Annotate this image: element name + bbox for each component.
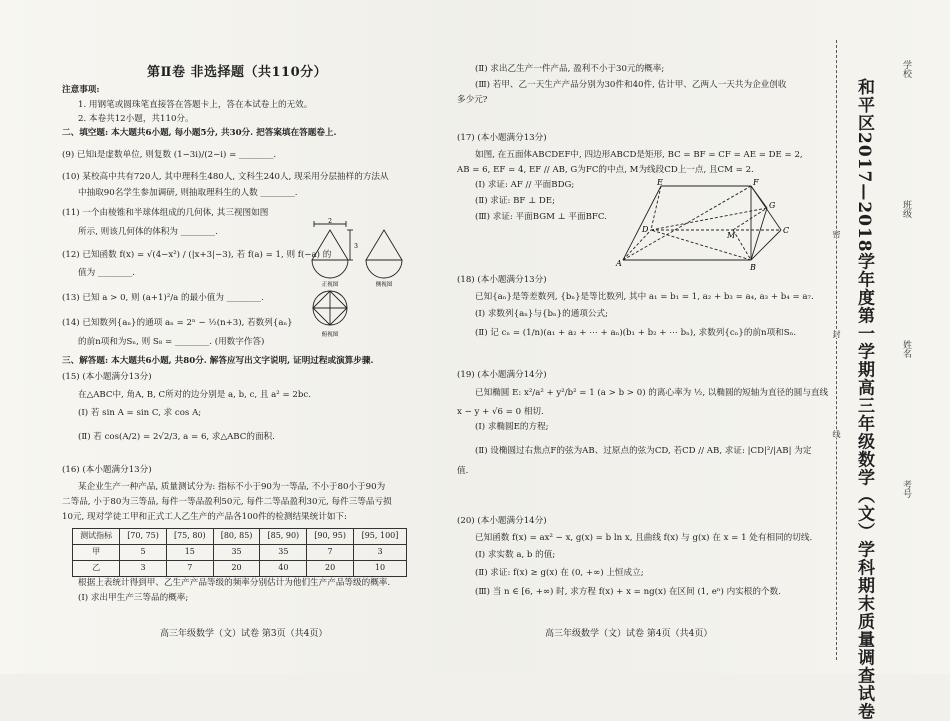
side-view-label: 侧视图	[375, 282, 393, 288]
question-19-cont: x − y + √6 = 0 相切.	[457, 407, 544, 417]
question-16: 某企业生产一种产品, 质量测试分为: 指标不小于90为一等品, 不小于80小于90为	[78, 482, 386, 492]
question-11: (11) 一个由棱锥和半球体组成的几何体, 其三视图如图	[62, 208, 269, 218]
question-20-part-iii: (Ⅲ) 当 n ∈ [6, +∞) 时, 求方程 f(x) + x = ng(x) 在区间 (1, eⁿ) 内实根的个数.	[475, 587, 781, 597]
section-heading: 二、填空题: 本大题共6小题, 每小题5分, 共30分. 把答案填在答题卷上.	[62, 128, 337, 138]
table-header-row	[73, 529, 407, 545]
question-15-part-i: (Ⅰ) 若 sin A = sin C, 求 cos A;	[78, 408, 202, 418]
page-footer: 高三年级数学（文）试卷 第4页（共4页）	[545, 629, 713, 639]
question-20-part-i: (Ⅰ) 求实数 a, b 的值;	[475, 550, 556, 560]
question-17-part-ii: (Ⅱ) 求证: BF ⊥ DE;	[475, 196, 555, 206]
table-cell: 3	[353, 545, 406, 561]
question-14-cont: 的前n项和为Sₙ, 则 S₈ = ________. (用数字作答)	[78, 337, 265, 347]
table-header: [80, 85)	[213, 529, 260, 545]
question-11-cont: 所示, 则该几何体的体积为 ________.	[78, 227, 218, 237]
table-cell: 5	[120, 545, 167, 561]
question-13: (13) 已知 a > 0, 则 (a+1)²/a 的最小值为 ________.	[62, 293, 264, 303]
question-16-part-i: (Ⅰ) 求出甲生产三等品的概率;	[78, 593, 189, 603]
vertex-label: M	[727, 231, 736, 240]
page-footer: 高三年级数学（文）试卷 第3页（共4页）	[160, 629, 328, 639]
question-20-part-ii: (Ⅱ) 求证: f(x) ≥ g(x) 在 (0, +∞) 上恒成立;	[475, 568, 644, 578]
question-19-head: (19) (本小题满分14分)	[457, 370, 547, 380]
top-view-label: 俯视图	[321, 332, 339, 338]
question-15: 在△ABC中, 角A, B, C所对的边分别是 a, b, c, 且 a² = 2bc.	[78, 390, 311, 400]
question-16-cont: 10元, 现对学徒工甲和正式工人乙生产的产品各100件的检测结果统计如下:	[62, 512, 347, 522]
vertex-label: D	[642, 225, 649, 234]
seal-char: 封	[832, 330, 841, 338]
question-15-head: (15) (本小题满分13分)	[62, 372, 152, 382]
school-label: 学校	[901, 60, 911, 78]
table-cell: 35	[260, 545, 307, 561]
section-heading: 三、解答题: 本大题共6小题, 共80分. 解答应写出文字说明, 证明过程或演算步骤.	[62, 356, 374, 366]
notes-heading: 注意事项:	[62, 85, 100, 95]
table-row	[73, 545, 407, 561]
right-page	[455, 0, 829, 674]
table-header: 测试指标	[73, 529, 120, 545]
table-header: [85, 90)	[260, 529, 307, 545]
vertex-label: B	[750, 263, 756, 272]
table-header: [70, 75)	[120, 529, 167, 545]
table-cell: 15	[166, 545, 213, 561]
stats-table	[72, 528, 407, 577]
table-cell: 7	[307, 545, 354, 561]
question-18-part-i: (Ⅰ) 求数列{aₙ}与{bₙ}的通项公式;	[475, 309, 609, 319]
question-17-part-iii: (Ⅲ) 求证: 平面BGM ⊥ 平面BFC.	[475, 212, 607, 222]
table-cell: 甲	[73, 545, 120, 561]
table-cell: 35	[213, 545, 260, 561]
table-row	[73, 561, 407, 577]
solid-figure	[615, 178, 815, 273]
name-label: 姓名	[901, 340, 911, 358]
note-item: 2. 本卷共12小题，共110分。	[78, 114, 194, 124]
question-18: 已知{aₙ}是等差数列, {bₙ}是等比数列, 其中 a₁ = b₁ = 1, a₂ + b₃ = a₄, a₃ + b₄ = a₇.	[475, 292, 814, 302]
question-16-head: (16) (本小题满分13分)	[62, 465, 152, 475]
question-20: 已知函数 f(x) = ax² − x, g(x) = b ln x, 且曲线 f(x) 与 g(x) 在 x = 1 处有相同的切线.	[475, 533, 813, 543]
number-label: 考号	[901, 480, 911, 498]
question-16-part-iii-cont: 多少元?	[457, 95, 488, 105]
question-12-cont: 值为 ________.	[78, 268, 136, 278]
vertex-label: F	[753, 178, 759, 187]
question-17-head: (17) (本小题满分13分)	[457, 133, 547, 143]
vertex-label: G	[769, 201, 776, 210]
vertex-label: A	[616, 259, 622, 268]
question-12: (12) 已知函数 f(x) = √(4−x²) / (|x+3|−3), 若 f(a) = 1, 则 f(−a) 的	[62, 250, 332, 260]
exam-title: 和平区2017—2018学年度第一学期高三年级数学（文）学科期末质量调查试卷	[854, 78, 874, 721]
dim-label: 3	[354, 243, 358, 250]
question-20-head: (20) (本小题满分14分)	[457, 516, 547, 526]
seal-char: 密	[832, 230, 841, 238]
question-16-after: 根据上表统计得到甲、乙生产产品等级的频率分别估计为他们生产产品等级的概率.	[78, 578, 391, 588]
question-17-cont: AB = 6, EF = 4, EF // AB, G为FC的中点, M为线段CD上一点, 且CM = 2.	[457, 165, 754, 175]
table-cell: 40	[260, 561, 307, 577]
table-cell: 3	[120, 561, 167, 577]
question-9: (9) 已知i是虚数单位, 则复数 (1−3i)/(2−i) = ________.	[62, 150, 277, 160]
question-19-part-i: (Ⅰ) 求椭圆E的方程;	[475, 422, 549, 432]
question-10-cont: 中抽取90名学生参加调研, 则抽取理科生的人数 ________.	[78, 188, 298, 198]
cut-line	[836, 40, 837, 660]
question-10: (10) 某校高中共有720人, 其中理科生480人, 文科生240人, 现采用分层抽样的方法从	[62, 172, 389, 182]
question-19: 已知椭圆 E: x²/a² + y²/b² = 1 (a > b > 0) 的离心率为 ½, 以椭圆的短轴为直径的圆与直线	[475, 388, 829, 398]
table-cell: 7	[166, 561, 213, 577]
question-18-part-ii: (Ⅱ) 记 cₙ = (1/n)(a₁ + a₂ + ⋯ + aₙ)(b₁ + b₂ + ⋯ bₙ), 求数列{cₙ}的前n项和Sₙ.	[475, 328, 797, 338]
dim-label: 2	[328, 218, 332, 225]
question-18-head: (18) (本小题满分13分)	[457, 275, 547, 285]
vertex-label: C	[783, 226, 790, 235]
binding-strip	[832, 40, 942, 721]
table-cell: 20	[307, 561, 354, 577]
table-header: [90, 95)	[307, 529, 354, 545]
seal-char: 线	[832, 430, 841, 438]
table-cell: 乙	[73, 561, 120, 577]
question-15-part-ii: (Ⅱ) 若 cos(A/2) = 2√2/3, a = 6, 求△ABC的面积.	[78, 432, 275, 442]
question-16-cont: 二等品, 小于80为三等品, 每件一等品盈利50元, 每件二等品盈利30元, 每件三等品亏损	[62, 497, 392, 507]
front-view-label: 正视图	[321, 282, 339, 288]
vertex-label: E	[657, 178, 663, 187]
note-item: 1. 用钢笔或圆珠笔直接答在答题卡上，答在本试卷上的无效。	[78, 100, 313, 110]
table-cell: 20	[213, 561, 260, 577]
question-19-part-ii: (Ⅱ) 设椭圆过右焦点F的弦为AB、过原点的弦为CD, 若CD // AB, 求证: |CD|²/|AB| 为定	[475, 446, 812, 456]
question-19-part-ii-end: 值.	[457, 466, 469, 476]
left-page	[52, 0, 422, 674]
question-16-part-ii: (Ⅱ) 求出乙生产一件产品, 盈利不小于30元的概率;	[475, 64, 665, 74]
section-title: 第Ⅱ卷 非选择题（共110分）	[147, 65, 328, 80]
question-14: (14) 已知数列{aₙ}的通项 aₙ = 2ⁿ − ½(n+3), 若数列{aₙ}	[62, 318, 293, 328]
table-header: [95, 100]	[353, 529, 406, 545]
table-header: [75, 80)	[166, 529, 213, 545]
question-17-part-i: (Ⅰ) 求证: AF // 平面BDG;	[475, 180, 575, 190]
class-label: 班级	[901, 200, 911, 218]
table-cell: 10	[353, 561, 406, 577]
three-view-figure	[304, 218, 414, 353]
question-17: 如图, 在五面体ABCDEF中, 四边形ABCD是矩形, BC = BF = CF = AE = DE = 2,	[475, 150, 803, 160]
question-16-part-iii: (Ⅲ) 若甲、乙一天生产产品分别为30件和40件, 估计甲、乙两人一天共为企业创收	[475, 80, 787, 90]
